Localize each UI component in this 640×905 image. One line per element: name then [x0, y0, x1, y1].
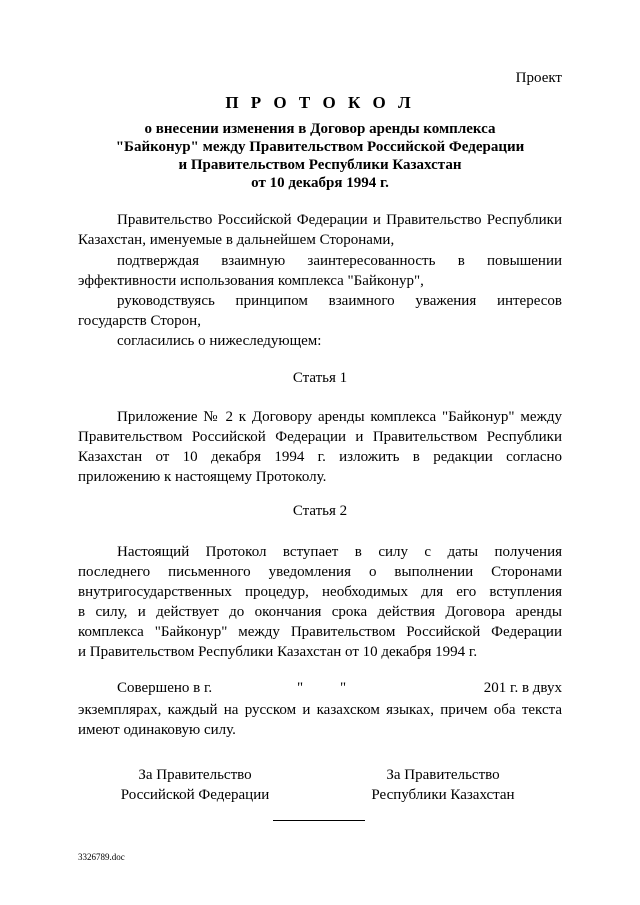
text-line: Приложение № 2 к Договору аренды комплекса "Байконур" между: [117, 409, 562, 425]
text-line: комплекса "Байконур" между Правительством Российской Федерации: [78, 624, 562, 640]
signature-line: Российской Федерации: [120, 787, 270, 803]
document-id: 3326789.doc: [78, 852, 125, 862]
separator-rule: [273, 820, 365, 821]
text-line: Настоящий Протокол вступает в силу с даты получения: [117, 544, 562, 560]
text-line: подтверждая взаимную заинтересованность в повышении: [117, 253, 562, 269]
text-line: внутригосударственных процедур, необходимых для его вступления: [78, 584, 562, 600]
text-line: в силу, и действует до окончания срока действия Договора аренды: [78, 604, 562, 620]
signature-line: Республики Казахстан: [371, 787, 515, 803]
text-line: эффективности использования комплекса "Байконур",: [78, 273, 424, 289]
quote-close: ": [340, 680, 347, 696]
subtitle-line-2: "Байконур" между Правительством Российской Федерации: [115, 139, 525, 155]
signature-block-kazakhstan: [348, 765, 538, 805]
signature-block-russia: [100, 765, 290, 805]
article-1-heading: Статья 1: [292, 370, 348, 386]
done-in-text: Совершено в г.: [117, 680, 213, 696]
quote-open: ": [297, 680, 304, 696]
signature-line: За Правительство: [386, 767, 500, 783]
text-line: Правительством Российской Федерации и Правительством Республики: [78, 429, 562, 445]
text-line: руководствуясь принципом взаимного уважения интересов: [117, 293, 562, 309]
text-line: государств Сторон,: [78, 313, 201, 329]
article-2-heading: Статья 2: [292, 503, 348, 519]
text-line: и Правительством Республики Казахстан от 10 декабря 1994 г.: [78, 644, 478, 660]
text-line: Казахстан, именуемые в дальнейшем Сторонами,: [78, 232, 395, 248]
subtitle-line-4: от 10 декабря 1994 г.: [251, 175, 389, 191]
text-line: последнего письменного уведомления о выполнении Сторонами: [78, 564, 562, 580]
signature-line: За Правительство: [138, 767, 252, 783]
subtitle-line-1: о внесении изменения в Договор аренды комплекса: [144, 121, 496, 137]
document-title: П Р О Т О К О Л: [225, 93, 415, 112]
text-line: Казахстан от 10 декабря 1994 г. изложить в редакции согласно: [78, 449, 562, 465]
year-text: 201 г. в двух: [483, 680, 562, 696]
text-line: Правительство Российской Федерации и Правительство Республики: [117, 212, 562, 228]
preamble-paragraph-4: согласились о нижеследующем:: [117, 333, 322, 349]
text-line: экземплярах, каждый на русском и казахском языках, причем оба текста: [78, 702, 562, 718]
subtitle-line-3: и Правительством Республики Казахстан: [178, 157, 462, 173]
draft-label: Проект: [515, 70, 562, 86]
text-line: приложению к настоящему Протоколу.: [78, 469, 327, 485]
text-line: имеют одинаковую силу.: [78, 722, 236, 738]
